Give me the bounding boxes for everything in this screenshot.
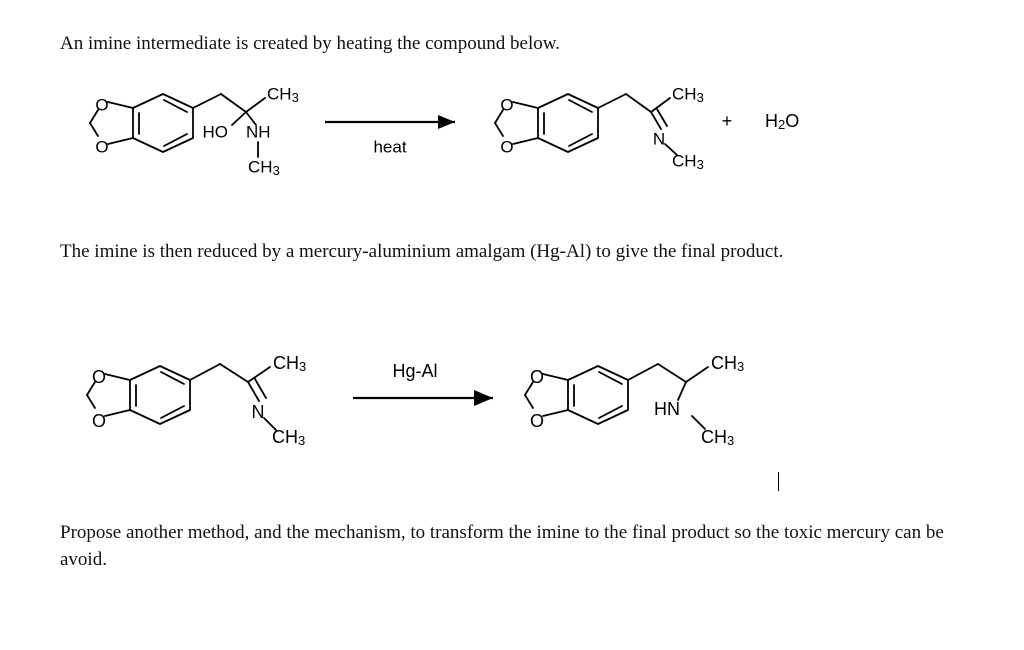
atom-label-o-bottom: O bbox=[500, 137, 514, 157]
atom-label-ch3-bottom: $CH_3$ bbox=[672, 151, 704, 173]
arrow-condition-label: heat bbox=[373, 137, 407, 157]
atom-label-ch3-bottom: $CH_3$ bbox=[701, 426, 735, 449]
atom-label-ho: HO bbox=[202, 122, 228, 142]
atom-label-ch3-top: $CH_3$ bbox=[711, 352, 745, 375]
atom-label-nh: NH bbox=[246, 122, 271, 142]
arrow-reagent-label: Hg-Al bbox=[392, 360, 438, 381]
atom-label-o-bottom: O bbox=[529, 410, 545, 431]
atom-label-o-bottom: O bbox=[91, 410, 107, 431]
scheme-1-drawing bbox=[60, 72, 960, 197]
atom-label-hn: HN bbox=[654, 398, 680, 419]
atom-label-n: N bbox=[652, 129, 666, 149]
paragraph-question: Propose another method, and the mechanism, to transform the imine to the final product so the toxic mercury can be avoid. bbox=[60, 522, 944, 570]
atom-label-n: N bbox=[251, 401, 265, 422]
byproduct-water-label: $H_2O$ bbox=[765, 110, 800, 133]
atom-label-o-top: O bbox=[91, 366, 107, 387]
reaction-arrow-hgal bbox=[353, 390, 493, 406]
text-cursor bbox=[778, 472, 779, 491]
plus-sign: + bbox=[721, 110, 733, 131]
paragraph-intro: An imine intermediate is created by heating the compound below. bbox=[60, 33, 561, 54]
scheme-2-drawing bbox=[60, 340, 960, 490]
paragraph-reduction: The imine is then reduced by a mercury-aluminium amalgam (Hg-Al) to give the final product. bbox=[60, 241, 784, 262]
reaction-scheme-imine-formation bbox=[60, 72, 960, 197]
atom-label-ch3-top: $CH_3$ bbox=[672, 84, 704, 106]
atom-label-o-top: O bbox=[95, 95, 109, 115]
atom-label-ch3-bottom: $CH_3$ bbox=[272, 426, 306, 449]
atom-label-o-bottom: O bbox=[95, 137, 109, 157]
atom-label-o-top: O bbox=[529, 366, 545, 387]
atom-label-o-top: O bbox=[500, 95, 514, 115]
atom-label-ch3-bottom: $CH_3$ bbox=[248, 157, 280, 179]
atom-label-ch3-top: $CH_3$ bbox=[267, 84, 299, 106]
atom-label-ch3-top: $CH_3$ bbox=[273, 352, 307, 375]
reaction-arrow-heat bbox=[325, 115, 455, 129]
reaction-scheme-imine-reduction bbox=[60, 340, 960, 490]
